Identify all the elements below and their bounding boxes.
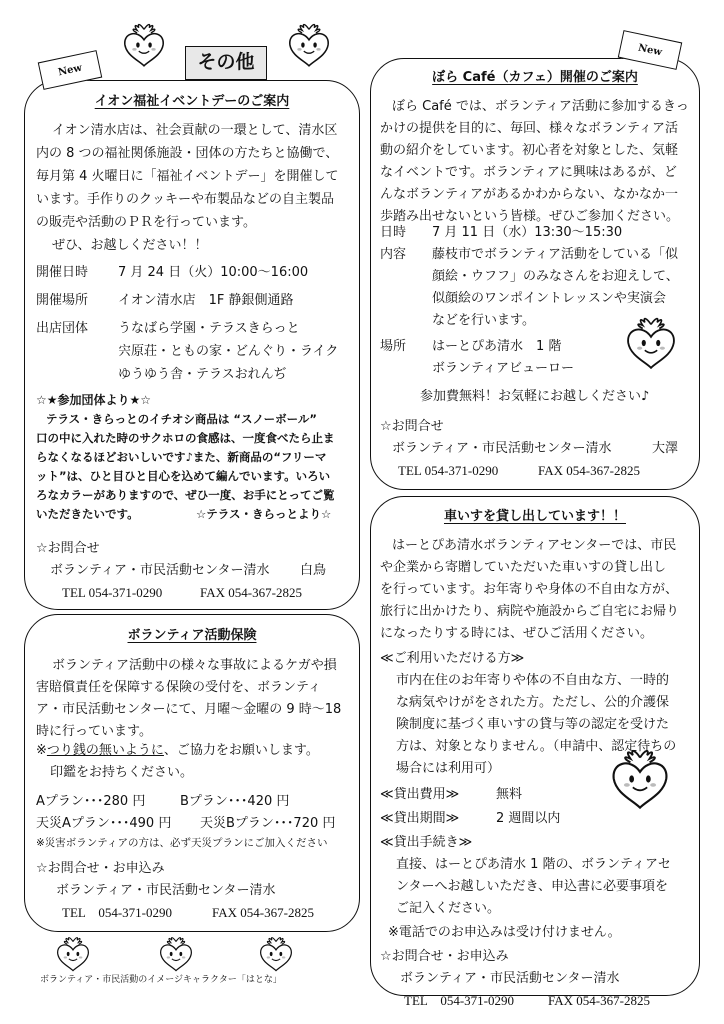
aeon-contact-person: 白鳥 — [300, 563, 327, 578]
cafe-place-line: ボランティアビューロー — [432, 361, 574, 376]
plan-b: Bプラン･･･420 円 — [180, 794, 290, 809]
insurance-intro-line: 時に行っています。 — [36, 724, 152, 739]
wheelchair-intro-line: はーとぴあ清水ボランティアセンターでは、市民 — [392, 538, 677, 553]
aeon-feature-line: テラス・きらっとのイチオシ商品は “スノーボール” — [46, 412, 317, 426]
aeon-intro-line: の販売や活動のＰＲを行っています。 — [36, 215, 256, 230]
cafe-intro-line: なイベントです。ボランティアに興味はあるが、ど — [380, 165, 677, 180]
plan-disaster-a: 天災Aプラン･･･490 円 — [36, 816, 172, 831]
aeon-invite: ぜひ、お越しください！！ — [52, 238, 208, 253]
aeon-feature-title: ☆★参加団体より★☆ — [36, 393, 152, 407]
aeon-groups-label: 出店団体 — [36, 321, 89, 336]
aeon-place-label: 開催場所 — [36, 293, 89, 308]
cafe-intro-line: んなボランティアがあるかわからない、なかなか一 — [380, 187, 678, 202]
insurance-tel: TEL 054-371-0290 — [62, 905, 172, 920]
note-underlined: つり銭の無いように — [46, 743, 164, 758]
fee-value: 無料 — [496, 787, 523, 802]
cafe-intro-line: ぼら Café では、ボランティア活動に参加するきっ — [392, 99, 689, 114]
cafe-intro-line: かけの提供を目的に、毎回、様々なボランティア活 — [380, 121, 678, 136]
insurance-contact-label: ☆お問合せ・お申込み — [36, 861, 165, 876]
insurance-fax: FAX 054-367-2825 — [212, 905, 314, 920]
aeon-intro-line: 内の 8 つの福祉関係施設・団体の方たちと協働で、 — [36, 146, 339, 161]
insurance-title: ボランティア活動保険 — [127, 628, 257, 643]
wheelchair-contact-org: ボランティア・市民活動センター清水 — [400, 971, 620, 986]
fee-label: ≪貸出費用≫ — [380, 787, 460, 802]
disaster-note: ※災害ボランティアの方は、必ず天災プランにご加入ください — [36, 837, 328, 849]
wheelchair-intro-line: や企業から寄贈していただいた車いすの貸し出し — [380, 560, 667, 575]
plan-a: Aプラン･･･280 円 — [36, 794, 146, 809]
cafe-contact-org: ボランティア・市民活動センター清水 — [392, 441, 612, 456]
insurance-intro-line: ボランティア活動中の様々な事故によるケガや損 — [52, 658, 337, 673]
aeon-feature-line: ろなカラーがありますので、ぜひ一度、お手にとってご覧 — [36, 488, 335, 502]
users-line: な病気やけがをされた方。ただし、公的介護保 — [396, 695, 670, 710]
aeon-intro-line: います。手作りのクッキーや布製品などの自主製品 — [36, 192, 334, 207]
phone-note: ※電話でのお申込みは受け付けません。 — [388, 925, 621, 940]
aeon-group-line: 宍原荘・ともの家・どんぐり・ライク — [118, 344, 339, 359]
heart-mascot-icon — [604, 748, 676, 810]
insurance-note — [36, 740, 319, 761]
insurance-intro-line: ア・市民活動センターにて、月曜〜金曜の 9 時〜18 — [36, 702, 342, 717]
aeon-fax: FAX 054-367-2825 — [200, 585, 302, 600]
aeon-feature-line: いただきたいです。 — [36, 507, 139, 521]
cafe-content-line: 藤枝市でボランティア活動をしている「似 — [432, 247, 678, 262]
aeon-tel: TEL 054-371-0290 — [62, 585, 163, 600]
new-badge: New — [618, 30, 683, 70]
users-line: 方は、対象となりません。（申請中、認定待ちの — [396, 739, 677, 754]
aeon-feature-sign: ☆テラス・きらっとより☆ — [196, 507, 332, 521]
period-label: ≪貸出期間≫ — [380, 811, 460, 826]
cafe-content-line: などを行います。 — [432, 313, 535, 328]
aeon-feature-line: ット”は、ひと目ひと目心を込めて編んでいます。いろい — [36, 469, 331, 483]
aeon-contact-org: ボランティア・市民活動センター清水 — [50, 563, 270, 578]
cafe-place-label: 場所 — [380, 339, 407, 354]
wheelchair-intro-line: 旅行に出かけたり、病院や施設からご自宅にお帰り — [380, 604, 680, 619]
cafe-title: ぼら Café（カフェ）開催のご案内 — [432, 70, 638, 85]
procedure-line: 直接、はーとぴあ清水 1 階の、ボランティアセ — [396, 857, 671, 872]
cafe-date-value: 7 月 11 日（水）13:30〜15:30 — [432, 225, 623, 240]
heart-mascot-icon — [255, 936, 297, 972]
aeon-date-label: 開催日時 — [36, 265, 89, 280]
page-title: その他 — [185, 46, 267, 80]
note-suffix: 、ご協力をお願いします。 — [163, 743, 319, 758]
wheelchair-intro-line: を行っています。お年寄りや身体の不自由な方が、 — [380, 582, 678, 597]
insurance-intro-line: 害賠償責任を保障する保険の受付を、ボランティ — [36, 680, 321, 695]
cafe-intro-line: 動の紹介をしています。初心者を対象とした、気軽 — [380, 143, 678, 158]
note-mark: ※ — [36, 743, 47, 758]
procedure-line: ご記入ください。 — [396, 901, 501, 916]
procedure-title: ≪貸出手続き≫ — [380, 835, 473, 850]
insurance-seal-note: 印鑑をお持ちください。 — [50, 765, 194, 780]
aeon-intro-line: イオン清水店は、社会貢献の一環として、清水区 — [52, 123, 338, 138]
cafe-content-line: 似顔絵のワンポイントレッスンや実演会 — [432, 291, 666, 306]
users-line: 市内在住のお年寄りや体の不自由な方、一時的 — [396, 673, 670, 688]
wheelchair-intro-line: になったりする時には、ぜひご活用ください。 — [380, 626, 654, 641]
users-line: 場合には利用可） — [396, 761, 501, 776]
period-value: 2 週間以内 — [496, 811, 561, 826]
wheelchair-contact-label: ☆お問合せ・お申込み — [380, 949, 509, 964]
aeon-intro-line: 毎月第 4 火曜日に「福祉イベントデー」を開催して — [36, 169, 339, 184]
cafe-content-line: 顔絵・ウフフ」のみなさんをお迎えして、 — [432, 269, 679, 284]
cafe-contact-label: ☆お問合せ — [380, 419, 444, 434]
heart-mascot-icon — [155, 936, 197, 972]
aeon-contact-label: ☆お問合せ — [36, 541, 100, 556]
cafe-tel: TEL 054-371-0290 — [398, 463, 499, 478]
aeon-group-line: うなばら学園・テラスきらっと — [118, 321, 300, 336]
cafe-content-label: 内容 — [380, 247, 407, 262]
heart-mascot-icon — [283, 22, 335, 68]
cafe-intro-line: 歩踏み出せないという皆様。ぜひご参加ください。 — [380, 209, 680, 224]
wheelchair-tel: TEL 054-371-0290 — [404, 993, 514, 1008]
users-title: ≪ご利用いただける方≫ — [380, 651, 525, 666]
footer-caption: ボランティア・市民活動のイメージキャラクター「はとな」 — [40, 975, 282, 985]
aeon-feature-line: 口の中に入れた時のサクホロの食感は、一度食べたら止ま — [36, 431, 335, 445]
cafe-place-line: はーとぴあ清水 1 階 — [432, 339, 562, 354]
cafe-date-label: 日時 — [380, 225, 407, 240]
aeon-group-line: ゆうゆう舎・テラスおれんぢ — [118, 367, 287, 382]
heart-mascot-icon — [52, 936, 94, 972]
procedure-line: ンターへお越しいただき、申込書に必要事項を — [396, 879, 668, 894]
users-line: 険制度に基づく車いすの貸与等の認定を受けた — [396, 717, 670, 732]
insurance-contact-org: ボランティア・市民活動センター清水 — [56, 883, 276, 898]
cafe-contact-person: 大澤 — [652, 441, 679, 456]
cafe-fax: FAX 054-367-2825 — [538, 463, 640, 478]
aeon-title: イオン福祉イベントデーのご案内 — [94, 94, 290, 109]
wheelchair-title: 車いすを貸し出しています！！ — [443, 509, 626, 524]
wheelchair-fax: FAX 054-367-2825 — [548, 993, 650, 1008]
plan-disaster-b: 天災Bプラン･･･720 円 — [200, 816, 336, 831]
heart-mascot-icon — [118, 22, 170, 68]
cafe-free: 参加費無料！お気軽にお越しください♪ — [420, 389, 650, 404]
aeon-date-value: 7 月 24 日（火）10:00〜16:00 — [118, 265, 309, 280]
new-badge: New — [38, 50, 103, 90]
aeon-feature-line: らなくなるほどおいしいです♪また、新商品の“フリーマ — [36, 450, 327, 464]
heart-mascot-icon — [620, 316, 682, 370]
aeon-place-value: イオン清水店 1F 静銀側通路 — [118, 293, 294, 308]
